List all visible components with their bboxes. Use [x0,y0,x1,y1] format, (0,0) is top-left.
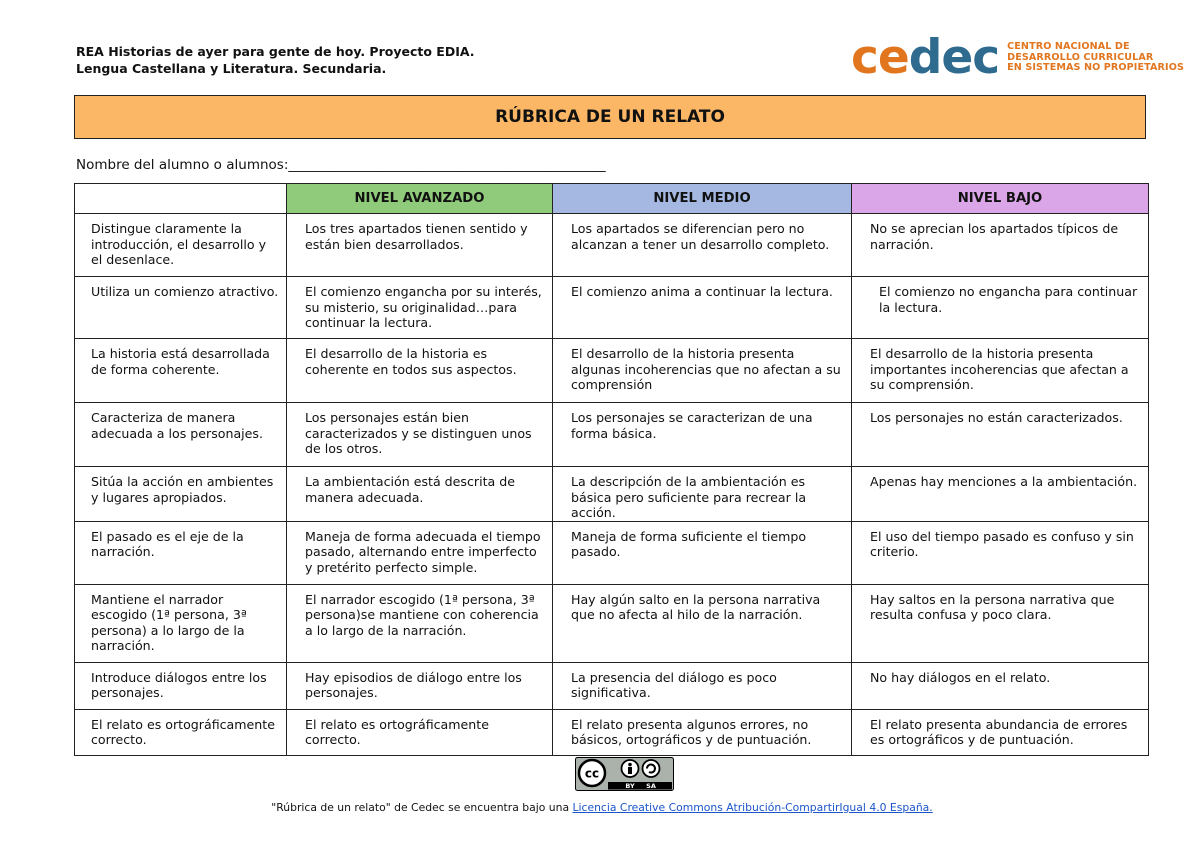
table-row [75,521,1149,584]
medium-cell: Los personajes se caracterizan de una forma básica. [553,403,852,467]
low-cell: Los personajes no están caracterizados. [852,403,1149,467]
logo-sub-line-1: CENTRO NACIONAL DE [1007,41,1130,53]
low-cell: No se aprecian los apartados típicos de narración. [852,214,1149,277]
medium-cell: Los apartados se diferencian pero no alcanzan a tener un desarrollo completo. [553,214,852,277]
medium-cell: Hay algún salto en la persona narrativa que no afecta al hilo de la narración. [553,584,852,662]
svg-text:cc: cc [584,766,600,781]
table-row [75,277,1149,339]
advanced-cell: El comienzo engancha por su interés, su misterio, su originalidad…para continuar la lectura. [287,277,553,339]
criterion-cell: El relato es ortográficamente correcto. [75,709,287,755]
medium-cell: El relato presenta algunos errores, no básicos, ortográficos y de puntuación. [553,709,852,755]
table-row [75,339,1149,403]
criterion-cell: Distingue claramente la introducción, el desarrollo y el desenlace. [75,214,287,277]
advanced-cell: La ambientación está descrita de manera adecuada. [287,467,553,522]
medium-cell: El desarrollo de la historia presenta algunas incoherencias que no afectan a su comprensión [553,339,852,403]
table-row [75,584,1149,662]
license-link[interactable]: Licencia Creative Commons Atribución-CompartirIgual 4.0 España. [572,801,933,814]
medium-cell: Maneja de forma suficiente el tiempo pasado. [553,521,852,584]
table-row [75,214,1149,277]
medium-cell: El comienzo anima a continuar la lectura. [553,277,852,339]
table-row [75,467,1149,522]
criterion-cell: Sitúa la acción en ambientes y lugares apropiados. [75,467,287,522]
low-cell: El desarrollo de la historia presenta importantes incoherencias que afectan a su comprensión. [852,339,1149,403]
logo-sub-line-2: DESARROLLO CURRICULAR [1007,51,1154,63]
advanced-cell: El desarrollo de la historia es coherente en todos sus aspectos. [287,339,553,403]
low-cell: Apenas hay menciones a la ambientación. [852,467,1149,522]
criterion-cell: Utiliza un comienzo atractivo. [75,277,287,339]
cedec-logo [851,32,1184,84]
logo-subtitle [1007,42,1184,74]
advanced-cell: Hay episodios de diálogo entre los personajes. [287,662,553,709]
low-cell: El comienzo no engancha para continuar la lectura. [852,277,1149,339]
logo-sub-line-3: EN SISTEMAS NO PROPIETARIOS [1007,62,1184,74]
header-low: NIVEL BAJO [852,184,1149,214]
header-line-2: Lengua Castellana y Literatura. Secundaria. [76,61,387,76]
header-line-1: REA Historias de ayer para gente de hoy. Proyecto EDIA. [76,44,475,59]
cc-by-sa-icon[interactable] [575,757,674,791]
student-name-field: Nombre del alumno o alumnos:_______________________________________________ [76,157,606,173]
table-row [75,709,1149,755]
advanced-cell: Los tres apartados tienen sentido y están bien desarrollados. [287,214,553,277]
logo-word-part1: ce [851,30,909,85]
medium-cell: La descripción de la ambientación es básica pero suficiente para recrear la acción. [553,467,852,522]
advanced-cell: Maneja de forma adecuada el tiempo pasado, alternando entre imperfecto y pretérito perfecto simple. [287,521,553,584]
advanced-cell: El narrador escogido (1ª persona, 3ª persona)se mantiene con coherencia a lo largo de la narración. [287,584,553,662]
advanced-cell: Los personajes están bien caracterizados y se distinguen unos de los otros. [287,403,553,467]
license-footer [0,801,1204,814]
logo-wordmark [851,32,999,84]
criterion-cell: El pasado es el eje de la narración. [75,521,287,584]
logo-word-part2: dec [908,30,1000,85]
badge-sa-label: SA [646,782,656,790]
criterion-cell: Introduce diálogos entre los personajes. [75,662,287,709]
criterion-cell: Mantiene el narrador escogido (1ª persona, 3ª persona) a lo largo de la narración. [75,584,287,662]
page-title: RÚBRICA DE UN RELATO [74,95,1146,139]
criterion-cell: La historia está desarrollada de forma coherente. [75,339,287,403]
advanced-cell: El relato es ortográficamente correcto. [287,709,553,755]
rubric-table [74,183,1149,756]
badge-by-label: BY [625,782,635,790]
header-blank-cell [75,184,287,214]
sa-arrow-icon [643,760,660,777]
low-cell: Hay saltos en la persona narrativa que resulta confusa y poco clara. [852,584,1149,662]
table-row [75,662,1149,709]
criterion-cell: Caracteriza de manera adecuada a los personajes. [75,403,287,467]
low-cell: No hay diálogos en el relato. [852,662,1149,709]
table-header-row [75,184,1149,214]
medium-cell: La presencia del diálogo es poco significativa. [553,662,852,709]
table-row [75,403,1149,467]
low-cell: El relato presenta abundancia de errores es ortográficos y de puntuación. [852,709,1149,755]
document-header [76,43,475,77]
header-medium: NIVEL MEDIO [553,184,852,214]
header-advanced: NIVEL AVANZADO [287,184,553,214]
license-prefix: "Rúbrica de un relato" de Cedec se encuentra bajo una [271,801,573,814]
low-cell: El uso del tiempo pasado es confuso y sin criterio. [852,521,1149,584]
